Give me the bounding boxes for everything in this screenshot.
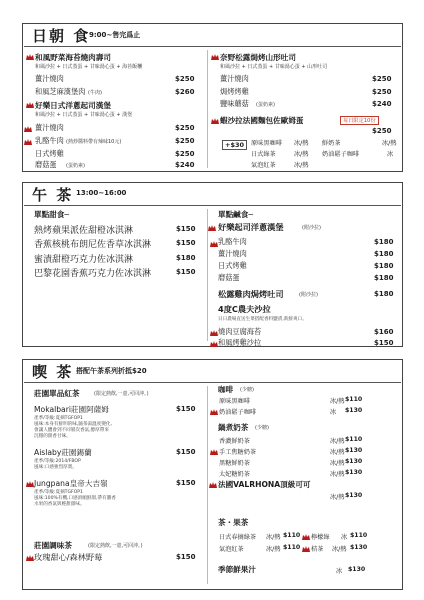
- tea-desc-line: 水果的香氣與輕甜甜味。: [34, 502, 85, 507]
- menu-row-name: 磨菇蛋: [35, 160, 57, 169]
- menu-row-name: 香蕉核桃布朗尼佐香草冰淇淋: [34, 240, 152, 250]
- menu-row-note: (熱炒醬料帶有辣味10元): [66, 139, 122, 145]
- crown-icon: [302, 534, 310, 540]
- tea-price: $150: [176, 405, 196, 413]
- drink-name: 香濃鮮奶茶: [219, 438, 250, 445]
- crown-icon: [210, 241, 218, 247]
- drink-temp: 冰/熱: [332, 546, 347, 553]
- toast-title: 松露雞肉焗烤吐司: [218, 289, 284, 299]
- menu-row-name: 巴黎花園香蕉巧克力佐冰淇淋: [34, 269, 152, 279]
- crown-icon: [210, 409, 218, 415]
- fruit-title: 茶・果茶: [218, 518, 249, 527]
- crown-icon: [26, 102, 34, 108]
- drink-price: $130: [345, 469, 363, 476]
- afternoon-title: 午 茶: [32, 186, 74, 204]
- menu-row-name: 熱烤蘋果派佐甜橙冰淇淋: [34, 226, 134, 236]
- tea-price: $150: [176, 479, 196, 487]
- drink-price: $130: [345, 492, 363, 499]
- salad-desc: 日日農場直送生菜搭配香料鹽漬,新鮮爽口。: [218, 317, 307, 322]
- tea-price: $150: [176, 448, 196, 456]
- estate-note: (限定熱飲,一壺,可回沖。): [94, 391, 149, 397]
- drink-name: 原味黑咖啡: [219, 398, 250, 405]
- drink-temp: 冰/熱: [330, 438, 345, 445]
- menu-row-name: 和風芝麻漢堡肉: [35, 87, 86, 96]
- drink-temp: 冰: [336, 568, 343, 575]
- cocoa-title: 法國VALRHONA頂級可可: [218, 480, 311, 489]
- breakfast-right-item1-desc: 和風沙拉 + 日式蒸蛋 + 甘味湯心蛋 + 山形吐司: [220, 64, 328, 70]
- blend-note: (限定熱飲,一壺,可回沖。): [88, 543, 143, 549]
- savory-title: 單點鹹食─: [218, 210, 253, 219]
- menu-row-price: $250: [175, 124, 195, 132]
- menu-row-name: 燒肉豆腐海苔: [218, 327, 262, 336]
- afternoon-header: [24, 183, 401, 206]
- drink-price: $130: [345, 458, 363, 465]
- menu-row-price: $180: [176, 254, 196, 262]
- menu-row-price: $180: [374, 262, 394, 270]
- drink-price: $130: [350, 544, 368, 551]
- drink-temp: 冰/熱: [294, 151, 309, 158]
- crown-icon: [24, 126, 32, 132]
- crown-icon: [208, 225, 216, 231]
- menu-row-name: 玫瑰甜心/森林野莓: [34, 552, 103, 562]
- menu-row-price: $160: [374, 328, 394, 336]
- crown-icon: [24, 139, 32, 145]
- menu-row-price: $150: [176, 268, 196, 276]
- drink-temp: 冰/熱: [330, 449, 345, 456]
- menu-row-note: (牛肉): [88, 90, 102, 96]
- drink-temp: 冰/熱: [330, 494, 345, 501]
- crown-icon: [211, 118, 219, 124]
- drink-price: $110: [350, 532, 368, 539]
- tea-desc-line: 產季/等級:夏摘TGFOP1: [34, 416, 83, 421]
- menu-row-note: (蛋奶素): [66, 163, 85, 169]
- crown-icon: [26, 555, 34, 561]
- menu-row-price: $180: [374, 238, 394, 246]
- toast-price: $180: [374, 290, 394, 298]
- tea-desc-line: 風味:本身有鮮明的味,隨茶湯溫度變化,: [34, 422, 112, 427]
- menu-row-price: $240: [175, 161, 195, 169]
- drink-price: $110: [283, 544, 301, 551]
- special-title: 蝦沙拉法國麵包佐歐姆蛋: [220, 116, 304, 125]
- crown-icon: [210, 330, 218, 336]
- drink-option: 氣泡紅茶: [251, 162, 276, 169]
- tea-desc-line: 沉穩的甜香甘味。: [34, 434, 71, 439]
- afternoon-hours: 13:00~16:00: [76, 189, 127, 197]
- drink-option: 奶油鬆子咖啡: [322, 151, 360, 158]
- breakfast-item1-desc: 和風沙拉 + 日式蒸蛋 + 甘味湯心蛋 + 海苔飯糰: [35, 64, 143, 70]
- blend-title: 莊園調味茶: [34, 541, 72, 550]
- drink-price: $110: [345, 436, 363, 443]
- column-divider: [207, 50, 208, 168]
- estate-title: 莊園單品紅茶: [34, 389, 80, 398]
- crown-icon: [210, 341, 218, 347]
- drink-name: 日式春摘綠茶: [219, 534, 257, 541]
- menu-row-name: 日式烤雞: [35, 149, 64, 158]
- menu-row-note: (蛋奶素): [256, 102, 275, 108]
- tea-sub: 搭配午茶系列折抵$20: [76, 367, 147, 375]
- drink-name: 氣泡紅茶: [219, 546, 244, 553]
- crown-icon: [210, 449, 218, 455]
- tea-title: 喫 茶: [32, 363, 74, 381]
- drink-price: $110: [283, 532, 301, 539]
- breakfast-item1-title: 和風野菜海苔燒肉壽司: [35, 53, 111, 62]
- breakfast-title: 日朝 食: [32, 27, 91, 45]
- menu-row-price: $180: [374, 274, 394, 282]
- menu-row-name: 薑汁燒肉: [220, 74, 249, 83]
- special-price: $250: [372, 127, 392, 135]
- menu-row-price: $150: [176, 239, 196, 247]
- drink-temp: 冰/熱: [382, 140, 397, 147]
- drink-option: 原味黑咖啡: [251, 140, 282, 147]
- sweet-title: 單點甜食─: [34, 210, 69, 219]
- drink-temp: 冰/熱: [330, 471, 345, 478]
- special-badge: 每日限定10份: [340, 116, 379, 125]
- menu-row-name: 薑汁燒肉: [35, 74, 64, 83]
- menu-row-price: $150: [374, 339, 394, 347]
- tea-desc-line: 會讓人體會到不同層次香氣,醇厚帶來: [34, 428, 109, 433]
- menu-row-name: 乳酪牛肉: [35, 136, 64, 145]
- drink-price: $130: [345, 447, 363, 454]
- drink-price: $110: [345, 396, 363, 403]
- tea-header: [24, 360, 401, 383]
- burger-note: (附沙拉): [302, 225, 321, 231]
- menu-row-price: $180: [374, 250, 394, 258]
- drink-temp: 冰/熱: [330, 398, 345, 405]
- crown-icon: [26, 481, 34, 487]
- breakfast-hours: 9:00~售完爲止: [89, 31, 141, 39]
- menu-row-price: $250: [372, 88, 392, 96]
- drink-name: 桔茶: [311, 546, 324, 553]
- menu-row-name: 蜜漬甜橙巧克力佐冰淇淋: [34, 255, 134, 265]
- tea-name: Jungpana皇帝大吉嶺: [34, 479, 108, 488]
- breakfast-right-item1-title: 奈野松露焗烤山形吐司: [220, 53, 296, 62]
- tea-name: Aislaby莊園錫蘭: [34, 448, 92, 457]
- menu-row-price: $150: [176, 225, 196, 233]
- breakfast-item2-desc: 和風沙拉 + 日式蒸蛋 + 甘味湯心蛋 + 漢堡: [35, 112, 133, 118]
- drink-name: 手工焦糖奶茶: [219, 449, 257, 456]
- breakfast-header: [24, 24, 401, 47]
- season-title: 季節鮮果汁: [218, 565, 256, 574]
- tea-desc-line: 風味:口感強烈厚實。: [34, 465, 77, 470]
- menu-row-name: 焗烤烤雞: [220, 87, 249, 96]
- burger-title: 好樂起司洋蔥漢堡: [218, 222, 284, 232]
- crown-icon: [211, 54, 219, 60]
- drink-temp: 冰: [330, 409, 337, 416]
- breakfast-item2-title: 好樂日式洋蔥起司漢堡: [35, 101, 111, 110]
- drink-price: $130: [345, 407, 363, 414]
- drink-temp: 冰/熱: [294, 140, 309, 147]
- menu-row-price: $250: [175, 137, 195, 145]
- crown-icon: [209, 482, 217, 488]
- menu-row-price: $240: [372, 100, 392, 108]
- menu-row-name: 磨菇蛋: [218, 273, 240, 282]
- menu-row-name: 薑汁燒肉: [35, 123, 64, 132]
- menu-row-price: $250: [372, 75, 392, 83]
- tea-desc-line: 產季/等級:夏摘TGFOP1: [34, 490, 83, 495]
- drink-option: 日式綠茶: [251, 151, 276, 158]
- coffee-note: (少糖): [240, 387, 254, 393]
- coffee-title: 咖啡: [218, 385, 234, 394]
- crown-icon: [302, 546, 310, 552]
- drink-temp: 冰/熱: [330, 460, 345, 467]
- menu-row-price: $250: [175, 75, 195, 83]
- menu-row-name: 薑汁燒肉: [218, 249, 247, 258]
- drink-temp: 冰/熱: [266, 546, 281, 553]
- menu-row-price: $260: [175, 88, 195, 96]
- menu-row-name: 日式烤雞: [218, 261, 247, 270]
- menu-row-name: 和風烤雞沙拉: [218, 338, 262, 347]
- menu-row-price: $250: [175, 150, 195, 158]
- column-divider: [207, 386, 208, 584]
- drink-temp: 冰/熱: [294, 162, 309, 169]
- drink-name: 奶油鬆子咖啡: [219, 409, 257, 416]
- drink-temp: 冰: [387, 151, 394, 158]
- salad-title: 4度C農夫沙拉: [218, 304, 271, 314]
- drink-name: 檸檬綠: [311, 534, 330, 541]
- drink-temp: 冰: [341, 534, 348, 541]
- tea-desc-line: 風味:100%有機,口感滑順鮮甜,帶有麝香: [34, 496, 116, 501]
- drink-price: $130: [348, 566, 366, 573]
- milktea-note: (少糖): [255, 425, 269, 431]
- plus-price-box: +$30: [222, 140, 247, 150]
- crown-icon: [26, 54, 34, 60]
- milktea-title: 鍋煮奶茶: [218, 423, 249, 432]
- drink-name: 黑糖鮮奶茶: [219, 460, 250, 467]
- drink-temp: 冰/熱: [266, 534, 281, 541]
- tea-desc-line: 產季/等級:2014/FBOP: [34, 459, 81, 464]
- menu-row-name: 鹽味蘑菇: [220, 99, 249, 108]
- drink-name: 太妃糖奶茶: [219, 471, 250, 478]
- tea-name: Mokalbari莊園阿薩姆: [34, 405, 109, 414]
- drink-option: 鮮奶茶: [322, 140, 341, 147]
- menu-row-price: $150: [176, 553, 196, 561]
- toast-note: (附沙拉): [299, 292, 318, 298]
- menu-row-name: 乳酪牛肉: [218, 237, 247, 246]
